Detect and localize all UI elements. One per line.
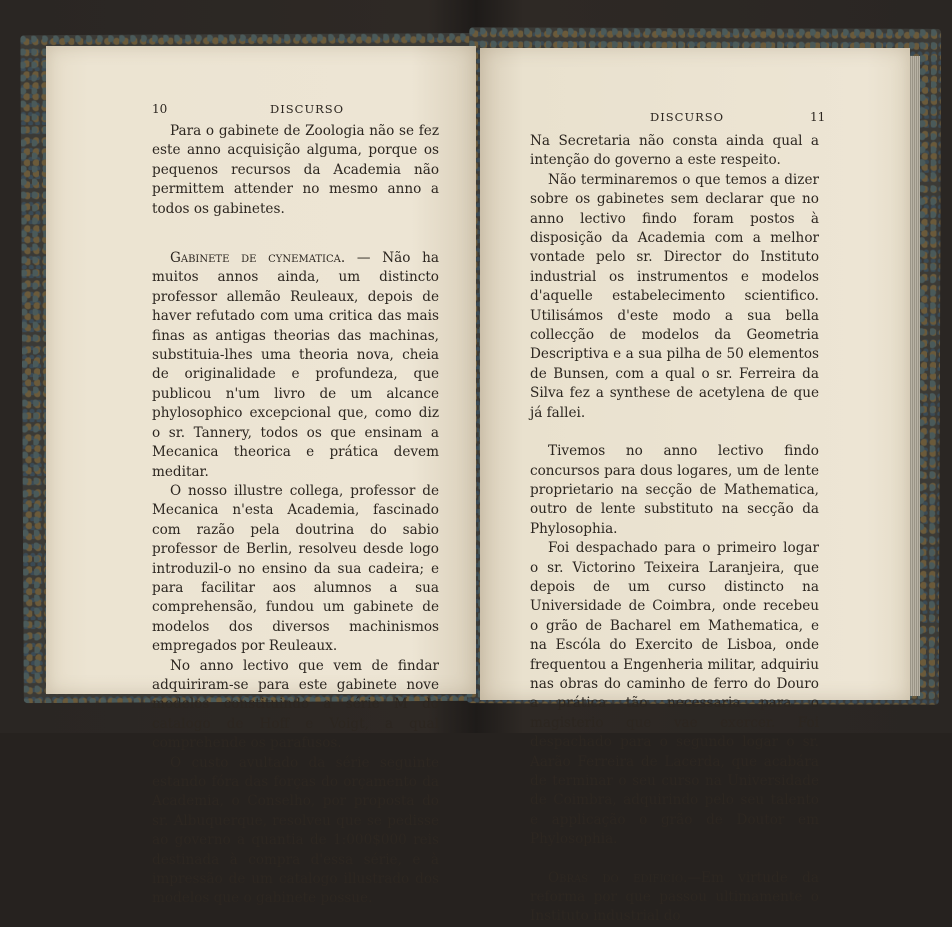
section-heading: Gabinete de cynematica. bbox=[170, 250, 346, 267]
paragraph: O custo avultado da série seguinte estando fóra das forças do orçamento da Academia, o Conselho, por proposta do sr. Albuquerque, resolveu que se pedisse ao governo a quantia de 1:000$000 reis destinada à compra d'essa série, e à impressão de um catalogo illustrado dos modelos que o gabinete possue. bbox=[152, 754, 439, 907]
page-number: 10 bbox=[152, 102, 168, 116]
right-page bbox=[480, 48, 910, 925]
paragraph: No anno lectivo que vem de findar adquiriram-se para este gabinete nove modelos constituindo a série M do catalogo de Hoff e Voigt, a qual comprehende os parafusos. bbox=[152, 657, 439, 752]
paragraph: Para o gabinete de Zoologia não se fez este anno acquisição alguma, porque os pequenos recursos da Academia não permittem attender no mesmo anno a todos os gabinetes. bbox=[152, 123, 439, 217]
paragraph: Não terminaremos o que temos a dizer sobre os gabinetes sem declarar que no anno lectivo findo foram postos à disposição da Academia com a melhor vontade pelo sr. Director do Instituto industrial os instrumentos e modelos d'aquelle estabelecimento scientifico. Utilisámos d'este modo a sua bella collecção de modelos da Geometria Descriptiva e a sua pilha de 50 elementos de Bunsen, com a qual o sr. Ferreira da Silva fez a synthese de acetylena de que já fallei. bbox=[530, 171, 819, 421]
section-heading: Obras do edificio. bbox=[548, 869, 688, 886]
right-page-text bbox=[530, 132, 819, 927]
paragraph: Foi despachado para o primeiro logar o sr. Victorino Teixeira Laranjeira, que depois de um curso distincto na Universidade de Coimbra, onde recebeu o grão de Bacharel em Mathematica, e na Escóla do Exercito de Lisboa, onde frequentou a Engenheria militar, adquiriu nas obras do caminho de ferro do Douro a prática tão necessaria para o magisterio que vae exercer. Foi despachado para o segundo logar o sr. Aarão Ferreira de Lacerda, que acabára de terminar o seu curso na Universidade de Coimbra, adquirindo pelo seu talento e applicação o grão de Doutor em Phylosophia. bbox=[530, 540, 819, 848]
paragraph: Tivemos no anno lectivo findo concursos para dous logares, um de lente proprietario na secção de Mathematica, outro de lente substituto na secção da Phylosophia. bbox=[530, 443, 819, 537]
paragraph: Obras do edificio.—Em virtude da reforma por que passou ultimamente o Instituto industrial do bbox=[530, 869, 819, 925]
paragraph: Gabinete de cynematica. — Não ha muitos annos ainda, um distincto professor allemão Reuleaux, depois de haver refutado com uma critica das mais finas as antigas theorias das machinas, substituia-lhes uma theoria nova, cheia de originalidade e profundeza, que publicou n'um livro de um alcance phylosophico excepcional que, como diz o sr. Tannery, todos os que ensinam a Mecanica theorica e prática devem meditar. bbox=[152, 250, 440, 480]
paragraph: Na Secretaria não consta ainda qual a intenção do governo a este respeito. bbox=[530, 133, 819, 169]
left-page bbox=[46, 46, 476, 907]
page-number: 11 bbox=[810, 110, 826, 124]
left-page-text bbox=[152, 122, 439, 909]
running-head: DISCURSO bbox=[270, 102, 345, 116]
paragraph: O nosso illustre collega, professor de Mecanica n'esta Academia, fascinado com razão pela doutrina do sabio professor de Berlin, resolveu desde logo introduzil-o no ensino da sua cadeira; e para facilitar aos alumnos a sua comprehensão, fundou um gabinete de modelos dos diversos machinismos empregados por Reuleaux. bbox=[152, 482, 439, 655]
running-head: DISCURSO bbox=[650, 110, 725, 124]
